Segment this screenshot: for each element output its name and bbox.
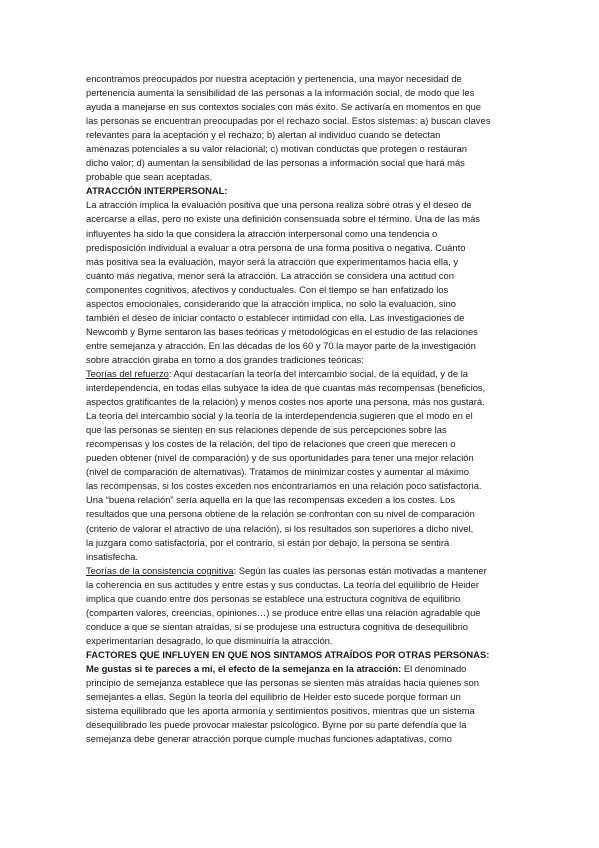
text-line: predisposición individual a evaluar a otra persona de una forma positiva o negativa. Cuánto [86,241,466,253]
text-line: probable que sean aceptadas. [86,171,213,183]
text-line: semejantes a ellas. Según la teoría del equilibrio de Heider esto sucede porque forman un [86,691,461,703]
paragraph-teorias-refuerzo [86,367,516,564]
text-line: (nivel de comparación de alternativas). Tratamos de minimizar costes y aumentar al máximo [86,466,469,478]
text-line [86,367,516,381]
term-consistencia-cognitiva: Teorías de la consistencia cognitiva [86,564,234,576]
text-line: aspectos emocionales, considerando que la atracción implica, no solo la evaluación, sino [86,297,457,309]
section-heading-factores: FACTORES QUE INFLUYEN EN QUE NOS SINTAMOS ATRAÍDOS POR OTRAS PERSONAS: [86,648,490,660]
text-line: las personas se encuentran preocupadas por el rechazo social. Estos sistemas: a) buscan claves [86,115,491,127]
text-line: Una “buena relación” sería aquella en la que las recompensas exceden a los costes. Los [86,494,455,506]
text-line: aspectos gratificantes de la relación) y menos costes nos aporte una persona, más nos gustará. [86,396,485,408]
text-line: también el deseo de iniciar contacto o establecer intimidad con ella. Las investigaciones de [86,311,465,323]
text-line [86,564,516,578]
paragraph-consistencia-cognitiva [86,564,516,648]
paragraph-atraccion [86,198,516,367]
text-line: desequilibrado les puede provocar malestar psicológico. Byrne por su parte defendía que la [86,719,467,731]
text-span: : Aquí destacarían la teoría del intercambio social, de la equidad, y de la [168,367,469,379]
text-line: insatisfecha. [86,550,139,562]
paragraph-pertenencia [86,72,516,184]
text-line: (comparten valores, creencias, opiniones…) se produce entre ellas una relación agradable que [86,606,481,618]
term-semejanza: Me gustas si te pareces a mí, el efecto de la semejanza en la atracción: [86,662,402,674]
text-line: (criterio de valorar el atractivo de una relación), si los resultados son superiores a dicho nivel, [86,522,474,534]
text-line: Newcomb y Byrne sentaron las bases teóricas y metodológicas en el estudio de las relaciones [86,325,478,337]
text-line: pueden obtener (nivel de comparación) y de sus oportunidades para tener una mejor relación [86,452,474,464]
text-line: las recompensas, si los costes exceden nos encontraríamos en una relación poco satisfactoria. [86,480,482,492]
term-teorias-refuerzo: Teorías del refuerzo [86,367,169,379]
text-line: sobre atracción giraba en torno a dos grandes tradiciones teóricas: [86,353,364,365]
text-line: relevantes para la aceptación y el rechazo; b) alertan al individuo cuando se detectan [86,129,441,141]
section-heading-atraccion: ATRACCIÓN INTERPERSONAL: [86,185,228,197]
text-line: La teoría del intercambio social y la teoría de la interdependencia sugieren que el modo en el [86,410,473,422]
text-line: semejanza debe generar atracción porque cumple muchas funciones adaptativas, como [86,733,452,745]
text-line: ayuda a manejarse en sus contextos sociales con más éxito. Se activaría en momentos en que [86,101,482,113]
document-page [86,72,516,746]
text-line: experimentarían desagrado, lo que disminuiría la atracción. [86,634,333,646]
text-line: entre semejanza y atracción. En las décadas de los 60 y 70 la mayor parte de la investigación [86,339,476,351]
text-line: influyentes ha sido la que considera la atracción interpersonal como una tendencia o [86,227,438,239]
text-line: acercarse a ellas, pero no existe una definición consensuada sobre el término. Una de las más [86,213,480,225]
text-line: amenazas potenciales a su valor relacional; c) motivan conductas que protegen o restauran [86,143,467,155]
text-span: : Según las cuales las personas están motivadas a mantener [233,564,487,576]
text-line: principio de semejanza establece que las personas se sienten más atraídas hacia quienes son [86,677,479,689]
text-line: la juzgara como satisfactoria, por el contrario, si están por debajo, la persona se sentirá [86,536,450,548]
text-line: encontramos preocupados por nuestra aceptación y pertenencia, una mayor necesidad de [86,73,462,84]
text-line: que las personas se sienten en sus relaciones depende de sus percepciones sobre las [86,424,447,436]
text-line: interdependencia, en todas ellas subyace la idea de que cuantas más recompensas (beneficios, [86,382,486,394]
paragraph-semejanza [86,662,516,746]
text-line: recompensas y los costes de la relación, del tipo de relaciones que creen que merecen o [86,438,456,450]
text-line: componentes cognitivos, afectivos y conductuales. Con el tiempo se han enfatizado los [86,283,449,295]
text-line: dicho valor; d) aumentan la sensibilidad de las personas a información social que hará más [86,157,465,169]
text-line: resultados que una persona obtiene de la relación se confrontan con su nivel de comparación [86,508,475,520]
text-line: cuánto más negativa, menor será la atracción. La atracción se considera una actitud con [86,269,454,281]
text-span: El denominado [401,662,467,674]
text-line [86,662,516,676]
text-line: conduce a que se sientan atraídas, si se produjese una estructura cognitiva de desequilibrio [86,620,469,632]
text-line: La atracción implica la evaluación positiva que una persona realiza sobre otras y el deseo de [86,199,472,211]
text-line: implica que cuando entre dos personas se establece una estructura cognitiva de equilibrio [86,592,461,604]
text-line: pertenencia aumenta la sensibilidad de las personas a la información social, de modo que les [86,87,475,99]
text-line: más positiva sea la evaluación, mayor será la atracción que experimentamos hacia ella, y [86,255,459,267]
text-line: sistema equilibrado que les aporta armonía y sentimientos positivos, mientras que un sistema [86,705,475,717]
text-line: la coherencia en sus actitudes y entre estas y sus conductas. La teoría del equilibrio de Heider [86,578,479,590]
